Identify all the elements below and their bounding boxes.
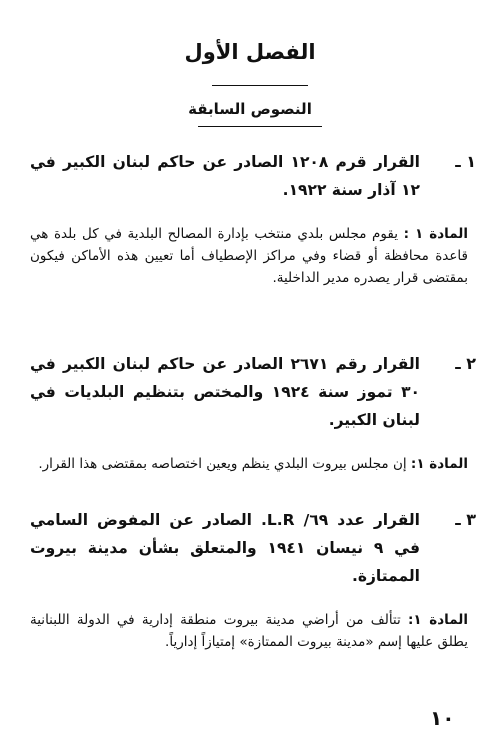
article-label: المادة ١: (410, 456, 468, 472)
list-item (30, 148, 476, 289)
decision-heading: القرار رقم ٢٦٧١ الصادر عن حاكم لبنان الكبير في ٣٠ تموز سنة ١٩٢٤ والمختص بتنظيم البلديات في لبنان الكبير. (30, 355, 420, 429)
section-title: النصوص السابقة (188, 100, 312, 118)
article-label: المادة ١: (407, 612, 468, 628)
section-title-underline (198, 126, 322, 127)
page-number: ١٠ (430, 706, 455, 730)
article-paragraph (30, 223, 468, 289)
article-paragraph (30, 609, 468, 653)
article-text: إن مجلس بيروت البلدي ينظم ويعين اختصاصه بمقتضى هذا القرار. (38, 456, 407, 472)
article-label: المادة ١ : (403, 226, 468, 242)
decision-heading: القرار عدد ٦٩/ L.R. الصادر عن المفوض السامي في ٩ نيسان ١٩٤١ والمتعلق بشأن مدينة بيروت الممتازة. (30, 511, 421, 585)
article-text: يقوم مجلس بلدي منتخب بإدارة المصالح البلدية في كل بلدة هي قاعدة محافظة أو قضاء وفي مراكز الإصطياف أما تعيين هذه الأماكن فيكون بمقتضى قرار يصدره مدير الداخلية. (30, 226, 468, 286)
chapter-title-underline (212, 85, 308, 86)
item-number: ٢ ـ (455, 354, 476, 373)
item-number: ١ ـ (455, 152, 476, 171)
article-text: تتألف من أراضي مدينة بيروت منطقة إدارية في الدولة اللبنانية يطلق عليها إسم «مدينة بيروت الممتازة» إمتيازاً إدارياً. (30, 612, 468, 650)
decision-heading: القرار قرم ١٢٠٨ الصادر عن حاكم لبنان الكبير في ١٢ آذار سنة ١٩٢٢. (30, 153, 420, 199)
article-paragraph (30, 453, 468, 475)
list-item (30, 506, 476, 653)
item-number: ٣ ـ (455, 510, 476, 529)
list-item (30, 350, 476, 475)
chapter-title: الفصل الأول (184, 40, 316, 64)
